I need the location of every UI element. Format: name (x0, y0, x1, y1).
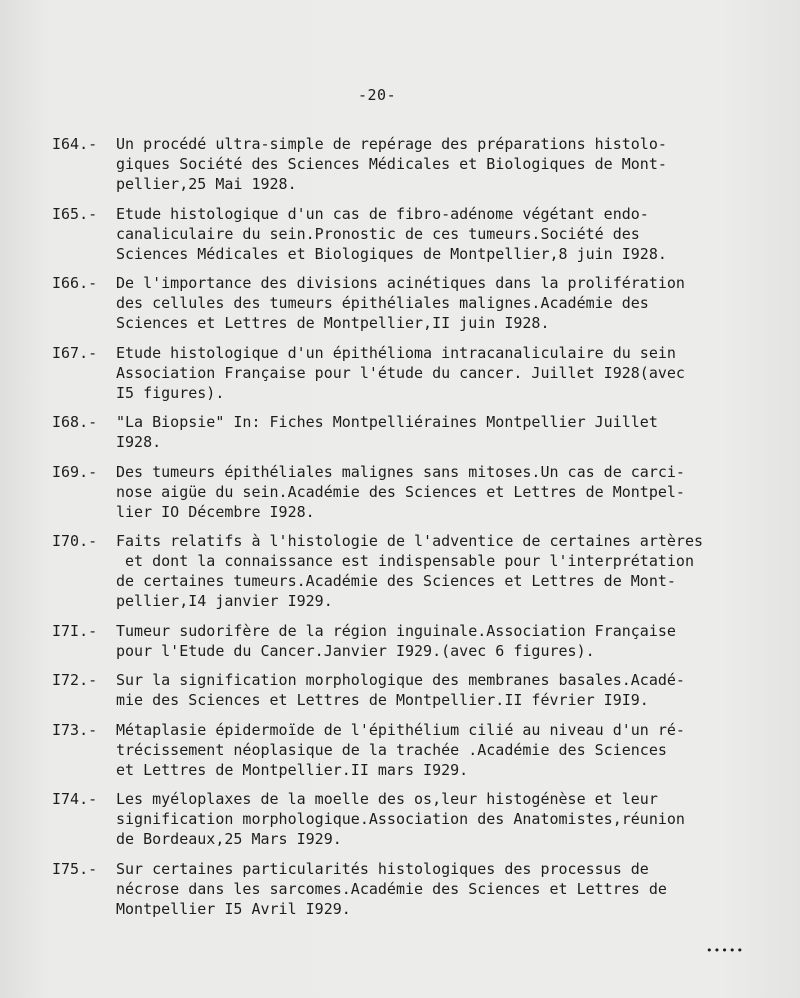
entry-number: I67.- (52, 343, 98, 362)
bibliography-entry (52, 134, 788, 194)
bibliography-list (52, 134, 788, 928)
entry-number: I7I.- (52, 621, 98, 640)
bibliography-entry (52, 789, 788, 849)
entry-line: Tumeur sudorifère de la région inguinale.Association Française (116, 621, 676, 640)
entry-text (116, 343, 788, 403)
entry-line: giques Société des Sciences Médicales et Biologiques de Mont- (116, 155, 667, 173)
entry-number: I70.- (52, 532, 98, 550)
entry-line: Etude histologique d'un épithélioma intracanaliculaire du sein (116, 343, 676, 362)
entry-line: I5 figures). (116, 383, 225, 402)
entry-number: I68.- (52, 413, 98, 431)
entry-line: Faits relatifs à l'histologie de l'adventice de certaines artères (116, 532, 703, 550)
page-number: -20- (358, 86, 397, 104)
entry-line: Sciences et Lettres de Montpellier,II juin I928. (116, 314, 550, 332)
entry-text (116, 621, 788, 661)
entry-text (116, 462, 788, 522)
entry-line: Sur certaines particularités histologiques des processus de (116, 859, 649, 878)
entry-text (116, 531, 788, 611)
entry-line: De l'importance des divisions acinétiques dans la prolifération (116, 274, 685, 292)
entry-line: de Bordeaux,25 Mars I929. (116, 830, 342, 848)
entry-line: Les myéloplaxes de la moelle des os,leur histogénèse et leur (116, 790, 658, 808)
entry-line: et Lettres de Montpellier.II mars I929. (116, 760, 469, 779)
entry-line: canaliculaire du sein.Pronostic de ces tumeurs.Société des (116, 224, 640, 243)
bibliography-entry (52, 343, 788, 403)
entry-line: pellier,25 Mai 1928. (116, 175, 297, 193)
entry-line: pour l'Etude du Cancer.Janvier I929.(avec 6 figures). (116, 641, 595, 660)
entry-line: et dont la connaissance est indispensable pour l'interprétation (116, 552, 694, 570)
bibliography-entry (52, 720, 788, 780)
entry-line: trécissement néoplasique de la trachée .Académie des Sciences (116, 740, 667, 759)
entry-text (116, 273, 788, 333)
entry-line: pellier,I4 janvier I929. (116, 592, 333, 610)
entry-line: mie des Sciences et Lettres de Montpellier.II février I9I9. (116, 691, 649, 709)
entry-number: I74.- (52, 790, 98, 808)
entry-text (116, 204, 788, 264)
entry-line: Sur la signification morphologique des membranes basales.Acadé- (116, 671, 685, 689)
entry-line: Un procédé ultra-simple de repérage des préparations histolo- (116, 135, 667, 153)
entry-number: I75.- (52, 859, 98, 878)
entry-text (116, 412, 788, 452)
entry-number: I66.- (52, 274, 98, 292)
entry-line: "La Biopsie" In: Fiches Montpelliéraines Montpellier Juillet (116, 413, 658, 431)
bibliography-entry (52, 670, 788, 710)
entry-text (116, 859, 788, 919)
entry-line: Association Française pour l'étude du cancer. Juillet I928(avec (116, 363, 685, 382)
continuation-marker: ••••• (706, 944, 745, 957)
entry-number: I73.- (52, 720, 98, 739)
entry-line: Etude histologique d'un cas de fibro-adénome végétant endo- (116, 204, 649, 223)
entry-line: Des tumeurs épithéliales malignes sans mitoses.Un cas de carci- (116, 462, 685, 481)
entry-line: I928. (116, 433, 162, 451)
entry-line: signification morphologique.Association des Anatomistes,réunion (116, 810, 685, 828)
entry-number: I65.- (52, 204, 98, 223)
entry-line: Métaplasie épidermoïde de l'épithélium cilié au niveau d'un ré- (116, 720, 685, 739)
entry-line: Montpellier I5 Avril I929. (116, 899, 351, 918)
bibliography-entry (52, 412, 788, 452)
entry-line: de certaines tumeurs.Académie des Sciences et Lettres de Mont- (116, 572, 676, 590)
entry-text (116, 670, 788, 710)
entry-line: lier IO Décembre I928. (116, 502, 315, 521)
entry-text (116, 134, 788, 194)
bibliography-entry (52, 531, 788, 611)
bibliography-entry (52, 204, 788, 264)
bibliography-entry (52, 621, 788, 661)
entry-number: I72.- (52, 671, 98, 689)
bibliography-entry (52, 273, 788, 333)
entry-line: nose aigüe du sein.Académie des Sciences et Lettres de Montpel- (116, 482, 685, 501)
bibliography-entry (52, 462, 788, 522)
entry-text (116, 720, 788, 780)
entry-text (116, 789, 788, 849)
entry-number: I64.- (52, 135, 98, 153)
bibliography-entry (52, 859, 788, 919)
entry-number: I69.- (52, 462, 98, 481)
entry-line: nécrose dans les sarcomes.Académie des Sciences et Lettres de (116, 879, 667, 898)
entry-line: des cellules des tumeurs épithéliales malignes.Académie des (116, 294, 649, 312)
entry-line: Sciences Médicales et Biologiques de Montpellier,8 juin I928. (116, 244, 667, 263)
